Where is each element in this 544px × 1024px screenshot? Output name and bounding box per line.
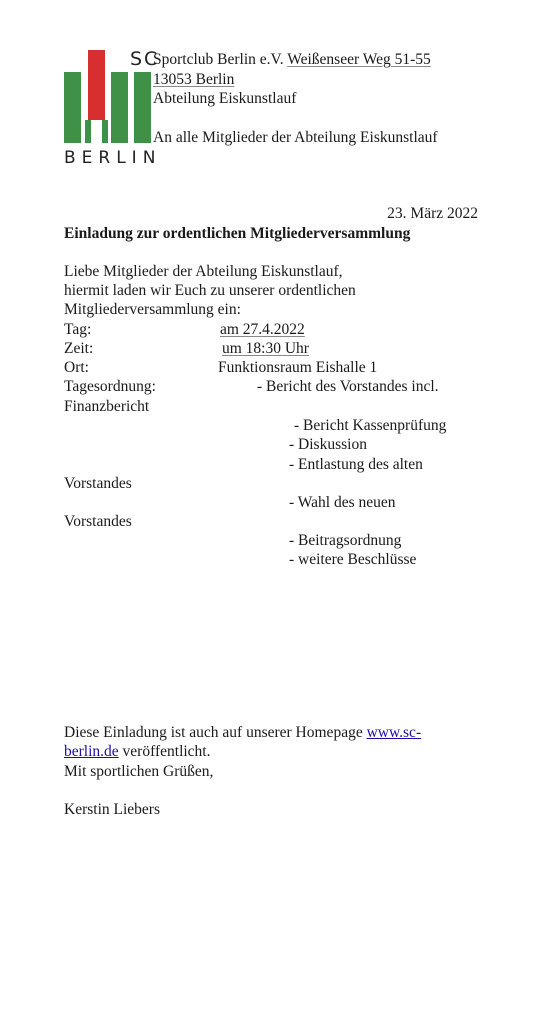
homepage-link-part-1[interactable]: www.sc-	[366, 724, 422, 741]
logo-berlin-text: BERLIN	[64, 148, 162, 168]
homepage-link-part-2[interactable]: berlin.de	[64, 743, 119, 760]
agenda-item-1b: Finanzbericht	[64, 398, 150, 415]
homepage-line-2	[64, 743, 211, 761]
logo-bar-green-4	[111, 72, 128, 143]
letter-subject: Einladung zur ordentlichen Mitgliederversammlung	[64, 225, 411, 242]
agenda-item-4a: - Entlastung des alten	[289, 456, 423, 473]
agenda-item-2: - Bericht Kassenprüfung	[294, 417, 447, 434]
intro-line-2: hiermit laden wir Euch zu unserer ordentlichen	[64, 282, 356, 299]
logo-bar-green-1	[64, 72, 81, 143]
recipient-line: An alle Mitglieder der Abteilung Eiskunstlauf	[153, 129, 438, 146]
tag-value: am 27.4.2022	[220, 321, 305, 338]
logo-bar-green-3	[102, 120, 108, 143]
agenda-item-4b: Vorstandes	[64, 475, 132, 492]
intro-line-1: Liebe Mitglieder der Abteilung Eiskunstlauf,	[64, 263, 343, 280]
sender-department: Abteilung Eiskunstlauf	[153, 90, 297, 107]
agenda-label: Tagesordnung:	[64, 378, 156, 395]
ort-label: Ort:	[64, 359, 89, 376]
sender-org: Sportclub Berlin e.V.	[153, 51, 284, 68]
homepage-text: Diese Einladung ist auch auf unserer Homepage	[64, 724, 367, 741]
sender-postcode-city: 13053 Berlin	[153, 71, 235, 88]
sc-berlin-logo	[64, 48, 162, 170]
homepage-line-1	[64, 724, 421, 742]
agenda-item-3: - Diskussion	[289, 436, 367, 453]
logo-bar-green-5	[134, 72, 151, 143]
zeit-value: um 18:30 Uhr	[222, 340, 309, 357]
agenda-item-7: - weitere Beschlüsse	[289, 551, 417, 568]
logo-sc-text: SC	[130, 48, 160, 70]
agenda-item-1a: - Bericht des Vorstandes incl.	[257, 378, 439, 395]
greeting: Mit sportlichen Grüßen,	[64, 763, 214, 780]
intro-line-3: Mitgliederversammlung ein:	[64, 301, 241, 318]
agenda-item-5a: - Wahl des neuen	[289, 494, 396, 511]
agenda-item-6: - Beitragsordnung	[289, 532, 402, 549]
sender-line-1	[153, 51, 431, 69]
zeit-label: Zeit:	[64, 340, 94, 357]
tag-label: Tag:	[64, 321, 92, 338]
logo-bar-green-2	[85, 120, 91, 143]
homepage-text-end: veröffentlicht.	[118, 743, 211, 760]
ort-value: Funktionsraum Eishalle 1	[218, 359, 378, 376]
agenda-item-5b: Vorstandes	[64, 513, 132, 530]
signature-name: Kerstin Liebers	[64, 801, 160, 818]
sender-street: Weißenseer Weg 51-55	[287, 51, 431, 68]
logo-bar-red	[88, 50, 105, 120]
letter-date: 23. März 2022	[387, 205, 478, 222]
